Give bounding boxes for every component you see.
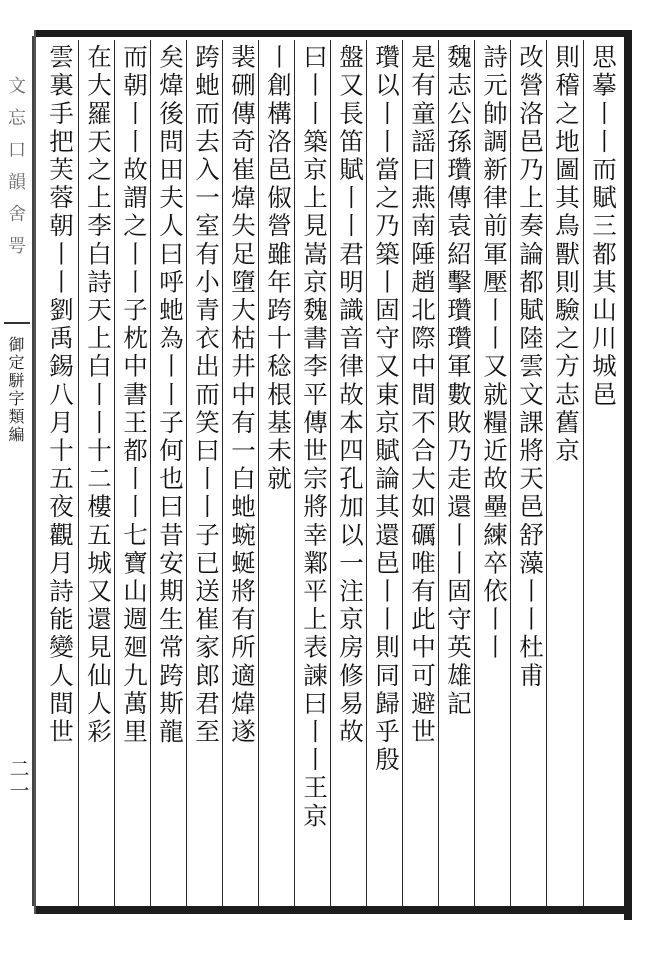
column-rule: [438, 40, 439, 906]
column-rule: [186, 40, 187, 906]
text-column-10: 丨創構洛邑俶營雖年跨十稔根基未就: [264, 44, 293, 494]
column-rule: [222, 40, 223, 906]
frame-top-border: [34, 30, 632, 37]
text-column-5: 魏志公孫瓚傳袁紹擊瓚瓚軍數敗乃走還丨丨固守英雄記: [444, 44, 473, 719]
text-column-13: 矣煒後問田夫人曰呼虵為丨丨子何也曰昔安期生常跨斯龍: [156, 44, 185, 747]
column-rule: [510, 40, 511, 906]
text-column-7: 瓚以丨丨當之乃築丨固守又東京賦論其還邑丨丨則同歸乎殷: [372, 44, 401, 775]
fore-edge-margin: [0, 36, 34, 906]
frame-right-border: [624, 30, 632, 920]
text-column-4: 詩元帥調新律前軍壓丨丨又就糧近故壘練卒依丨丨: [480, 44, 509, 663]
text-column-9: 曰丨丨築京上見嵩京魏書李平傳世宗將幸鄴平上表諫曰丨丨王京: [300, 44, 329, 831]
column-rule: [366, 40, 367, 906]
text-column-8: 盤又長笛賦丨丨君明識音律故本四孔加以一注京房修易故: [336, 44, 365, 747]
column-rule: [402, 40, 403, 906]
text-column-2: 則稽之地圖其鳥獸則驗之方志舊京: [552, 44, 581, 466]
text-column-3: 改營洛邑乃上奏論都賦陸雲文課將天邑舒藻丨丨杜甫: [516, 44, 545, 691]
column-rule: [258, 40, 259, 906]
column-rule: [583, 40, 584, 906]
margin-bleed-characters: 文忘口韻舍咢: [5, 76, 26, 268]
text-column-6: 是有童謡曰燕南陲趙北際中間不合大如礪唯有此中可避世: [408, 44, 437, 747]
column-rule: [474, 40, 475, 906]
column-rule: [78, 40, 79, 906]
column-rule: [546, 40, 547, 906]
text-column-11: 裴硎傳奇崔煒失足墮大枯井中有一白虵蜿蜒將有所適煒遂: [228, 44, 257, 747]
column-rule: [330, 40, 331, 906]
text-column-14: 而朝丨丨故謂之丨丨子枕中書王都丨丨七寶山週廻九萬里: [120, 44, 149, 747]
text-column-16: 雲裏手把芙蓉朝丨丨劉禹錫八月十五夜觀月詩能變人間世: [46, 44, 75, 747]
column-rule: [294, 40, 295, 906]
text-column-15: 在大羅天之上李白詩天上白丨丨十二樓五城又還見仙人彩: [84, 44, 113, 747]
page-number: 二一: [6, 758, 30, 802]
text-column-1: 思摹丨丨而賦三都其山川城邑: [589, 44, 618, 410]
book-title: 御定駢字類編: [6, 336, 25, 444]
title-bracket-mark: [4, 322, 30, 324]
column-rule: [114, 40, 115, 906]
text-column-12: 跨虵而去入一室有小青衣出而笑曰丨丨子已送崔家郎君至: [192, 44, 221, 747]
frame-left-border: [34, 30, 36, 914]
column-rule: [150, 40, 151, 906]
frame-bottom-border: [34, 906, 632, 914]
